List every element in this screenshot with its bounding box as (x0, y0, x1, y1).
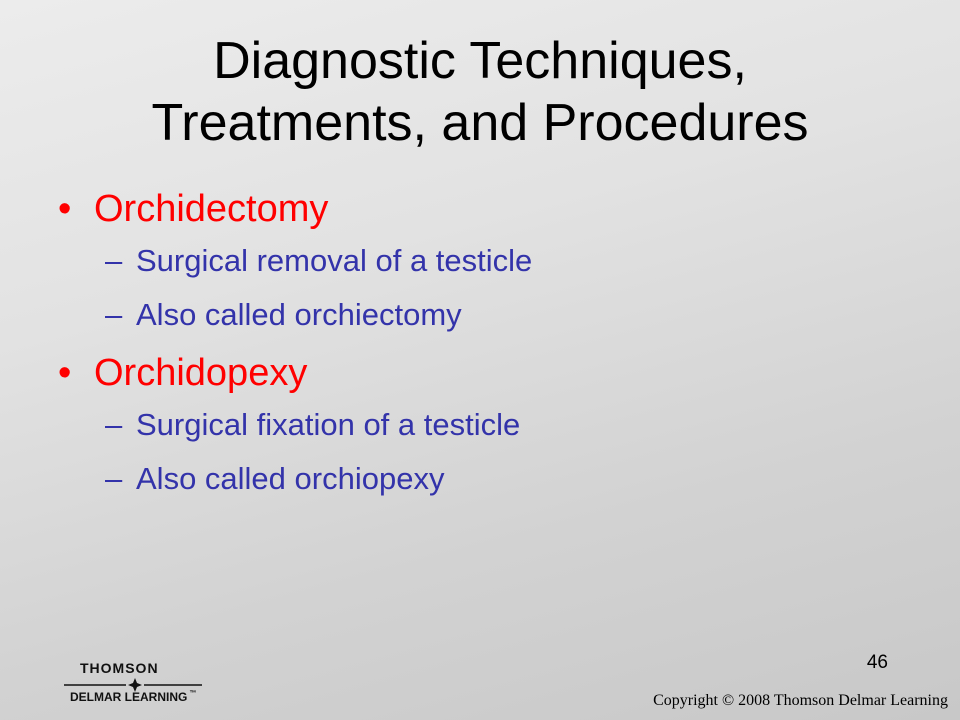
slide-number: 46 (866, 652, 888, 673)
sub-bullet-item (58, 405, 938, 459)
dash-marker: – (105, 297, 123, 332)
bullet-term: Orchidectomy (94, 188, 329, 230)
bullet-item (58, 349, 938, 405)
sub-bullet-item (58, 241, 938, 295)
bullet-marker: • (58, 352, 72, 394)
logo-top-text: THOMSON (80, 660, 159, 676)
sub-bullet-item (58, 459, 938, 513)
bullet-item (58, 185, 938, 241)
logo-bottom-label: DELMAR LEARNING (70, 690, 188, 704)
sub-bullet-item (58, 295, 938, 349)
dash-marker: – (105, 461, 123, 496)
logo-tm: ™ (189, 690, 197, 697)
sub-bullet-text: Also called orchiopexy (136, 461, 445, 496)
bullet-list (58, 185, 938, 513)
slide-title-line-2: Treatments, and Procedures (151, 94, 809, 152)
sub-bullet-text: Also called orchiectomy (136, 297, 462, 332)
slide-title-line-1: Diagnostic Techniques, (213, 32, 747, 90)
dash-marker: – (105, 407, 123, 442)
slide-title (0, 30, 960, 154)
bullet-term: Orchidopexy (94, 352, 308, 394)
dash-marker: – (105, 243, 123, 278)
bullet-marker: • (58, 188, 72, 230)
sub-bullet-text: Surgical fixation of a testicle (136, 407, 521, 442)
publisher-logo (62, 660, 212, 708)
copyright-notice: Copyright © 2008 Thomson Delmar Learning (653, 692, 948, 709)
logo-bottom-text (70, 690, 196, 704)
sub-bullet-text: Surgical removal of a testicle (136, 243, 533, 278)
